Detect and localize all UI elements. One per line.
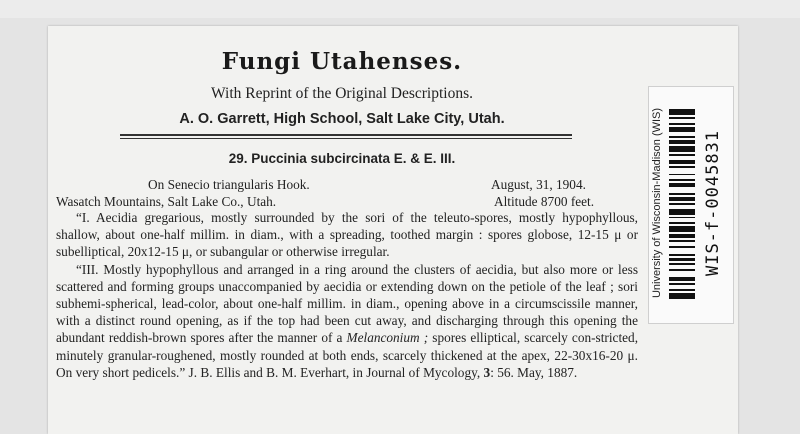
altitude: Altitude 8700 feet. (494, 194, 595, 209)
locality: Wasatch Mountains, Salt Lake Co., Utah. (56, 194, 277, 209)
reference-volume: 3 (483, 364, 491, 380)
label-author: A. O. Garrett, High School, Salt Lake City, Utah. (179, 111, 505, 127)
description-aecidia: “I. Aecidia gregarious, mostly surrounded by the sori of the teleuto-spores, mostly hypophyllous, shallow, about one-half millim. in diam., with a spreading, toothed margin : spores globose, 12-15 μ or subelliptical, 20x12-15 μ, or subangular or otherwise irregular. (56, 210, 638, 260)
description (56, 209, 638, 381)
reference-end: : 56. May, 1887. (490, 364, 578, 380)
description-teleutospores-text: “III. Mostly hypophyllous and arranged in a ring around the clusters of aecidia, but also more or less scattered and forming groups unaccompanied by aecidia or extending down on the petiole of the leaf ; sori subhemi-spherical, lead-color, about one-half millim. in diam., opening above in a circumscissile manner, with a distinct round opening, as if the top had been cut away, and discharging through this opening the abundant reddish-brown spores after the manner of a (56, 261, 638, 346)
description-teleutospores-cont: spores elliptical, scarcely con-stricted, minutely granular-roughened, mostly rounded at both ends, scarcely thickened at the apex, 22-30x16-20 μ. On very short pedicels.” J. B. Ellis and B. M. Everhart, in Journal of Mycology, (56, 330, 639, 380)
label-title: Fungi Utahenses. (221, 48, 463, 75)
institution-name: University of Wisconsin-Madison (WIS) (651, 107, 663, 299)
species-name: 29. Puccinia subcircinata E. & E. III. (228, 151, 456, 166)
barcode-bar (669, 293, 695, 299)
catalog-number: WIS-f-0045831 (703, 129, 723, 277)
host-plant: On Senecio triangularis Hook. (148, 177, 310, 192)
label-subtitle: With Reprint of the Original Descriptions. (211, 85, 473, 102)
description-teleutospores (56, 261, 638, 381)
divider-rule-thin (120, 138, 572, 139)
barcode (669, 109, 695, 299)
genus-melanconium: Melanconium ; (346, 330, 429, 346)
barcode-sticker (648, 86, 734, 324)
collection-date: August, 31, 1904. (491, 177, 586, 192)
specimen-label (48, 26, 738, 434)
divider-rule-thick (120, 134, 572, 136)
